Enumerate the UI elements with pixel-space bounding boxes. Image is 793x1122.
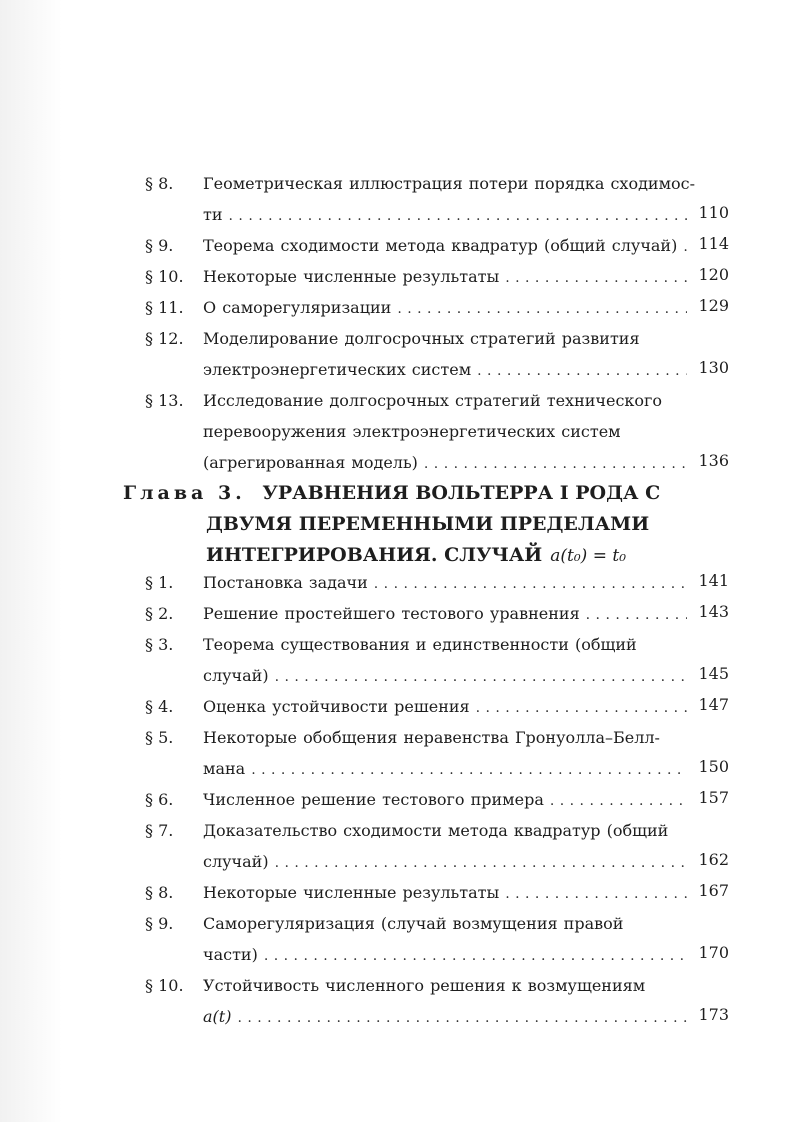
section-title-line: Некоторые численные результаты: [203, 883, 500, 902]
toc-entry[interactable]: [0, 722, 793, 784]
section-number: § 9.: [145, 236, 174, 255]
page-number: 130: [698, 358, 729, 377]
toc-entry[interactable]: [0, 629, 793, 691]
page-number: 143: [698, 602, 729, 621]
dot-leader: [505, 879, 687, 910]
section-title-line: Саморегуляризация (случай возмущения правой: [203, 914, 624, 933]
section-title-line: О саморегуляризации: [203, 298, 392, 317]
dot-leader: [424, 449, 687, 480]
dot-leader: [229, 201, 687, 232]
section-title: [203, 784, 693, 815]
toc-entry[interactable]: [0, 877, 793, 908]
section-number: § 4.: [145, 697, 174, 716]
section-title: [203, 230, 693, 261]
page-number: 147: [698, 695, 729, 714]
dot-leader: [505, 263, 687, 294]
section-title: [203, 629, 693, 691]
section-title: [203, 567, 693, 598]
dot-leader: [275, 848, 687, 879]
section-title-line: Исследование долгосрочных стратегий технического: [203, 391, 663, 410]
chapter-label: Глава 3.: [123, 482, 246, 504]
section-title: [203, 722, 693, 784]
section-title: [203, 598, 693, 629]
section-number: § 5.: [145, 728, 174, 747]
dot-leader: [477, 356, 687, 387]
toc-entry[interactable]: [0, 292, 793, 323]
page-number: 129: [698, 296, 729, 315]
toc-entry[interactable]: [0, 691, 793, 722]
dot-leader: [264, 941, 687, 972]
dot-leader: [476, 693, 687, 724]
section-title-line: Доказательство сходимости метода квадратур (общий: [203, 821, 669, 840]
toc-entry[interactable]: [0, 168, 793, 230]
section-number: § 6.: [145, 790, 174, 809]
section-number: § 12.: [145, 329, 184, 348]
dot-leader: [586, 600, 687, 631]
toc-entry[interactable]: [0, 230, 793, 261]
dot-leader: [237, 1003, 687, 1034]
dot-leader: [550, 786, 687, 817]
page-number: 173: [698, 1005, 729, 1024]
section-number: § 7.: [145, 821, 174, 840]
page-number: 110: [698, 203, 729, 222]
section-title-line: Геометрическая иллюстрация потери порядка сходимос-: [203, 174, 696, 193]
section-title: [203, 323, 693, 385]
section-title-line: Теорема существования и единственности (общий: [203, 635, 637, 654]
section-title-line: Численное решение тестового примера: [203, 790, 544, 809]
dot-leader: [374, 569, 687, 600]
section-title-line: (агрегированная модель): [203, 453, 418, 472]
section-title: [203, 168, 696, 230]
page-number: 145: [698, 664, 729, 683]
toc-entry[interactable]: [0, 784, 793, 815]
dot-leader: [275, 662, 687, 693]
page-number: 150: [698, 757, 729, 776]
chapter-heading-line-1: [123, 478, 660, 509]
section-title-line: Теорема сходимости метода квадратур (общий случай): [203, 236, 678, 255]
toc-entry[interactable]: [0, 323, 793, 385]
section-title-line: части): [203, 945, 258, 964]
section-title: [203, 292, 693, 323]
section-title-line: Постановка задачи: [203, 573, 368, 592]
chapter-title-line-2: ДВУМЯ ПЕРЕМЕННЫМИ ПРЕДЕЛАМИ: [206, 513, 650, 535]
toc-entry[interactable]: [0, 908, 793, 970]
section-title-line: Устойчивость численного решения к возмущениям: [203, 976, 646, 995]
section-title: [203, 877, 693, 908]
page-number: 136: [698, 451, 729, 470]
section-number: § 9.: [145, 914, 174, 933]
toc-entry[interactable]: [0, 261, 793, 292]
section-title: [203, 970, 693, 1032]
chapter-formula: a(t₀) = t₀: [550, 546, 627, 566]
dot-leader: [683, 232, 687, 263]
dot-leader: [251, 755, 687, 786]
dot-leader: [397, 294, 687, 325]
section-title: [203, 385, 693, 478]
section-number: § 3.: [145, 635, 174, 654]
section-number: § 10.: [145, 267, 184, 286]
section-title-line: Некоторые обобщения неравенства Гронуолла–Белл-: [203, 728, 660, 747]
chapter-title-line-3: ИНТЕГРИРОВАНИЯ. СЛУЧАЙ: [206, 544, 543, 566]
toc-entry[interactable]: [0, 970, 793, 1032]
section-title: [203, 908, 693, 970]
page-number: 120: [698, 265, 729, 284]
section-number: § 2.: [145, 604, 174, 623]
page-number: 167: [698, 881, 729, 900]
page-number: 162: [698, 850, 729, 869]
page-number: 157: [698, 788, 729, 807]
section-number: § 8.: [145, 883, 174, 902]
section-title-line: случай): [203, 852, 269, 871]
chapter-title-line-1: УРАВНЕНИЯ ВОЛЬТЕРРА I РОДА С: [262, 482, 661, 504]
section-title-line: ти: [203, 205, 223, 224]
section-title-line: электроэнергетических систем: [203, 360, 472, 379]
toc-entry[interactable]: [0, 385, 793, 478]
page-number: 170: [698, 943, 729, 962]
section-title: [203, 815, 693, 877]
section-title-line: мана: [203, 759, 246, 778]
section-number: § 13.: [145, 391, 184, 410]
toc-entry[interactable]: [0, 598, 793, 629]
page-number: 141: [698, 571, 729, 590]
section-number: § 10.: [145, 976, 184, 995]
section-title-line: Решение простейшего тестового уравнения: [203, 604, 580, 623]
section-number: § 11.: [145, 298, 184, 317]
section-title-line: Моделирование долгосрочных стратегий развития: [203, 329, 640, 348]
page-number: 114: [698, 234, 729, 253]
toc-entry[interactable]: [0, 815, 793, 877]
section-title-line: перевооружения электроэнергетических систем: [203, 422, 621, 441]
section-title-line: Оценка устойчивости решения: [203, 697, 470, 716]
section-title-line: случай): [203, 666, 269, 685]
section-title: [203, 261, 693, 292]
section-title: [203, 691, 693, 722]
toc-entry[interactable]: [0, 567, 793, 598]
section-number: § 1.: [145, 573, 174, 592]
section-title-line: a(t): [203, 1007, 232, 1026]
section-number: § 8.: [145, 174, 174, 193]
section-title-line: Некоторые численные результаты: [203, 267, 500, 286]
